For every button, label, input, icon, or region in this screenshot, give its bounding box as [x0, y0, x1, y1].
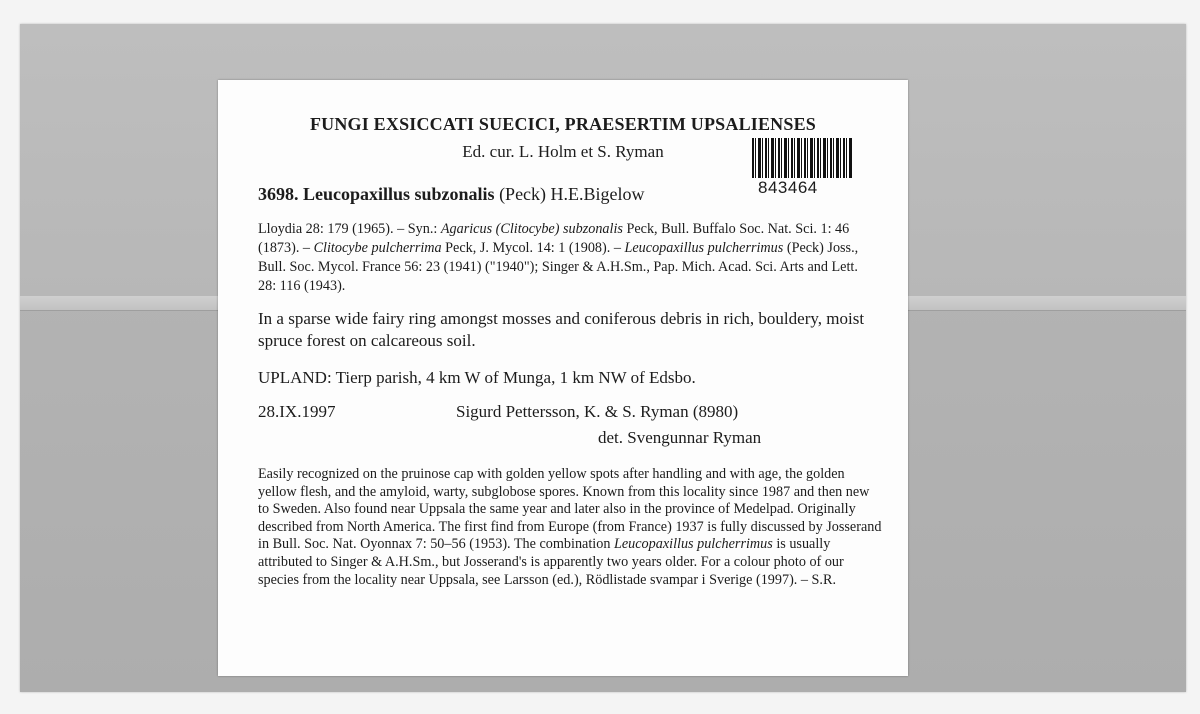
barcode-image	[752, 138, 852, 178]
notes-text: Easily recognized on the pruinose cap with golden yellow spots after handling and with age, the golden yellow flesh, and the amyloid, warty, subglobose spores. Known from this locality since 1987 and then new to Sweden. Also found near Uppsala the same year and later also in the province of Medelpad. Originally described from North America. The first find from Europe (from France) 1937 is fully discussed by Josserand in Bull. Soc. Nat. Oyonnax 7: 50–56 (1953). The combination	[258, 466, 882, 553]
ref-synonym: Clitocybe pulcherrima	[313, 240, 442, 256]
barcode-number: 843464	[758, 178, 818, 197]
series-title: FUNGI EXSICCATI SUECICI, PRAESERTIM UPSALIENSES	[309, 114, 817, 134]
ref-synonym: Agaricus (Clitocybe) subzonalis	[440, 221, 623, 237]
notes-taxon: Leucopaxillus pulcherrimus	[613, 536, 773, 553]
habitat-text: In a sparse wide fairy ring amongst mosses and coniferous debris in rich, bouldery, moist spruce forest on calcareous soil.	[258, 309, 865, 350]
editors-line: Ed. cur. L. Holm et S. Ryman	[462, 142, 664, 161]
locality-text: UPLAND: Tierp parish, 4 km W of Munga, 1 km NW of Edsbo.	[258, 368, 696, 387]
notes-text: is usually attributed to Singer & A.H.Sm., but Josserand's is apparently two years older. For a colour photo of our species from the locality near Uppsala, see Larsson (ed.), Rödlistade svampar i Sverige (1997). – S.R.	[258, 536, 844, 588]
ref-text: (Peck) Joss., Bull. Soc. Mycol. France 56: 23 (1941) ("1940"); Singer & A.H.Sm., Pap. Mich. Acad. Sci. Arts and Lett. 28: 116 (1943).	[258, 240, 859, 294]
taxon-name	[258, 184, 645, 205]
references-paragraph	[258, 220, 878, 296]
collection-date: 28.IX.1997	[258, 402, 336, 421]
ref-text: Peck, Bull. Buffalo Soc. Nat. Sci. 1: 46 (1873). –	[258, 221, 850, 256]
herbarium-label	[218, 80, 908, 676]
notes-paragraph	[258, 466, 882, 589]
taxon-number-name: 3698. Leucopaxillus subzonalis	[258, 184, 495, 204]
ref-synonym: Leucopaxillus pulcherrimus	[624, 240, 784, 256]
determiner-text: det. Svengunnar Ryman	[598, 428, 762, 447]
collectors-text: Sigurd Pettersson, K. & S. Ryman (8980)	[456, 402, 739, 421]
ref-text: Peck, J. Mycol. 14: 1 (1908). –	[441, 240, 625, 256]
taxon-authority: (Peck) H.E.Bigelow	[499, 184, 645, 204]
ref-text: Lloydia 28: 179 (1965). – Syn.:	[258, 221, 441, 237]
